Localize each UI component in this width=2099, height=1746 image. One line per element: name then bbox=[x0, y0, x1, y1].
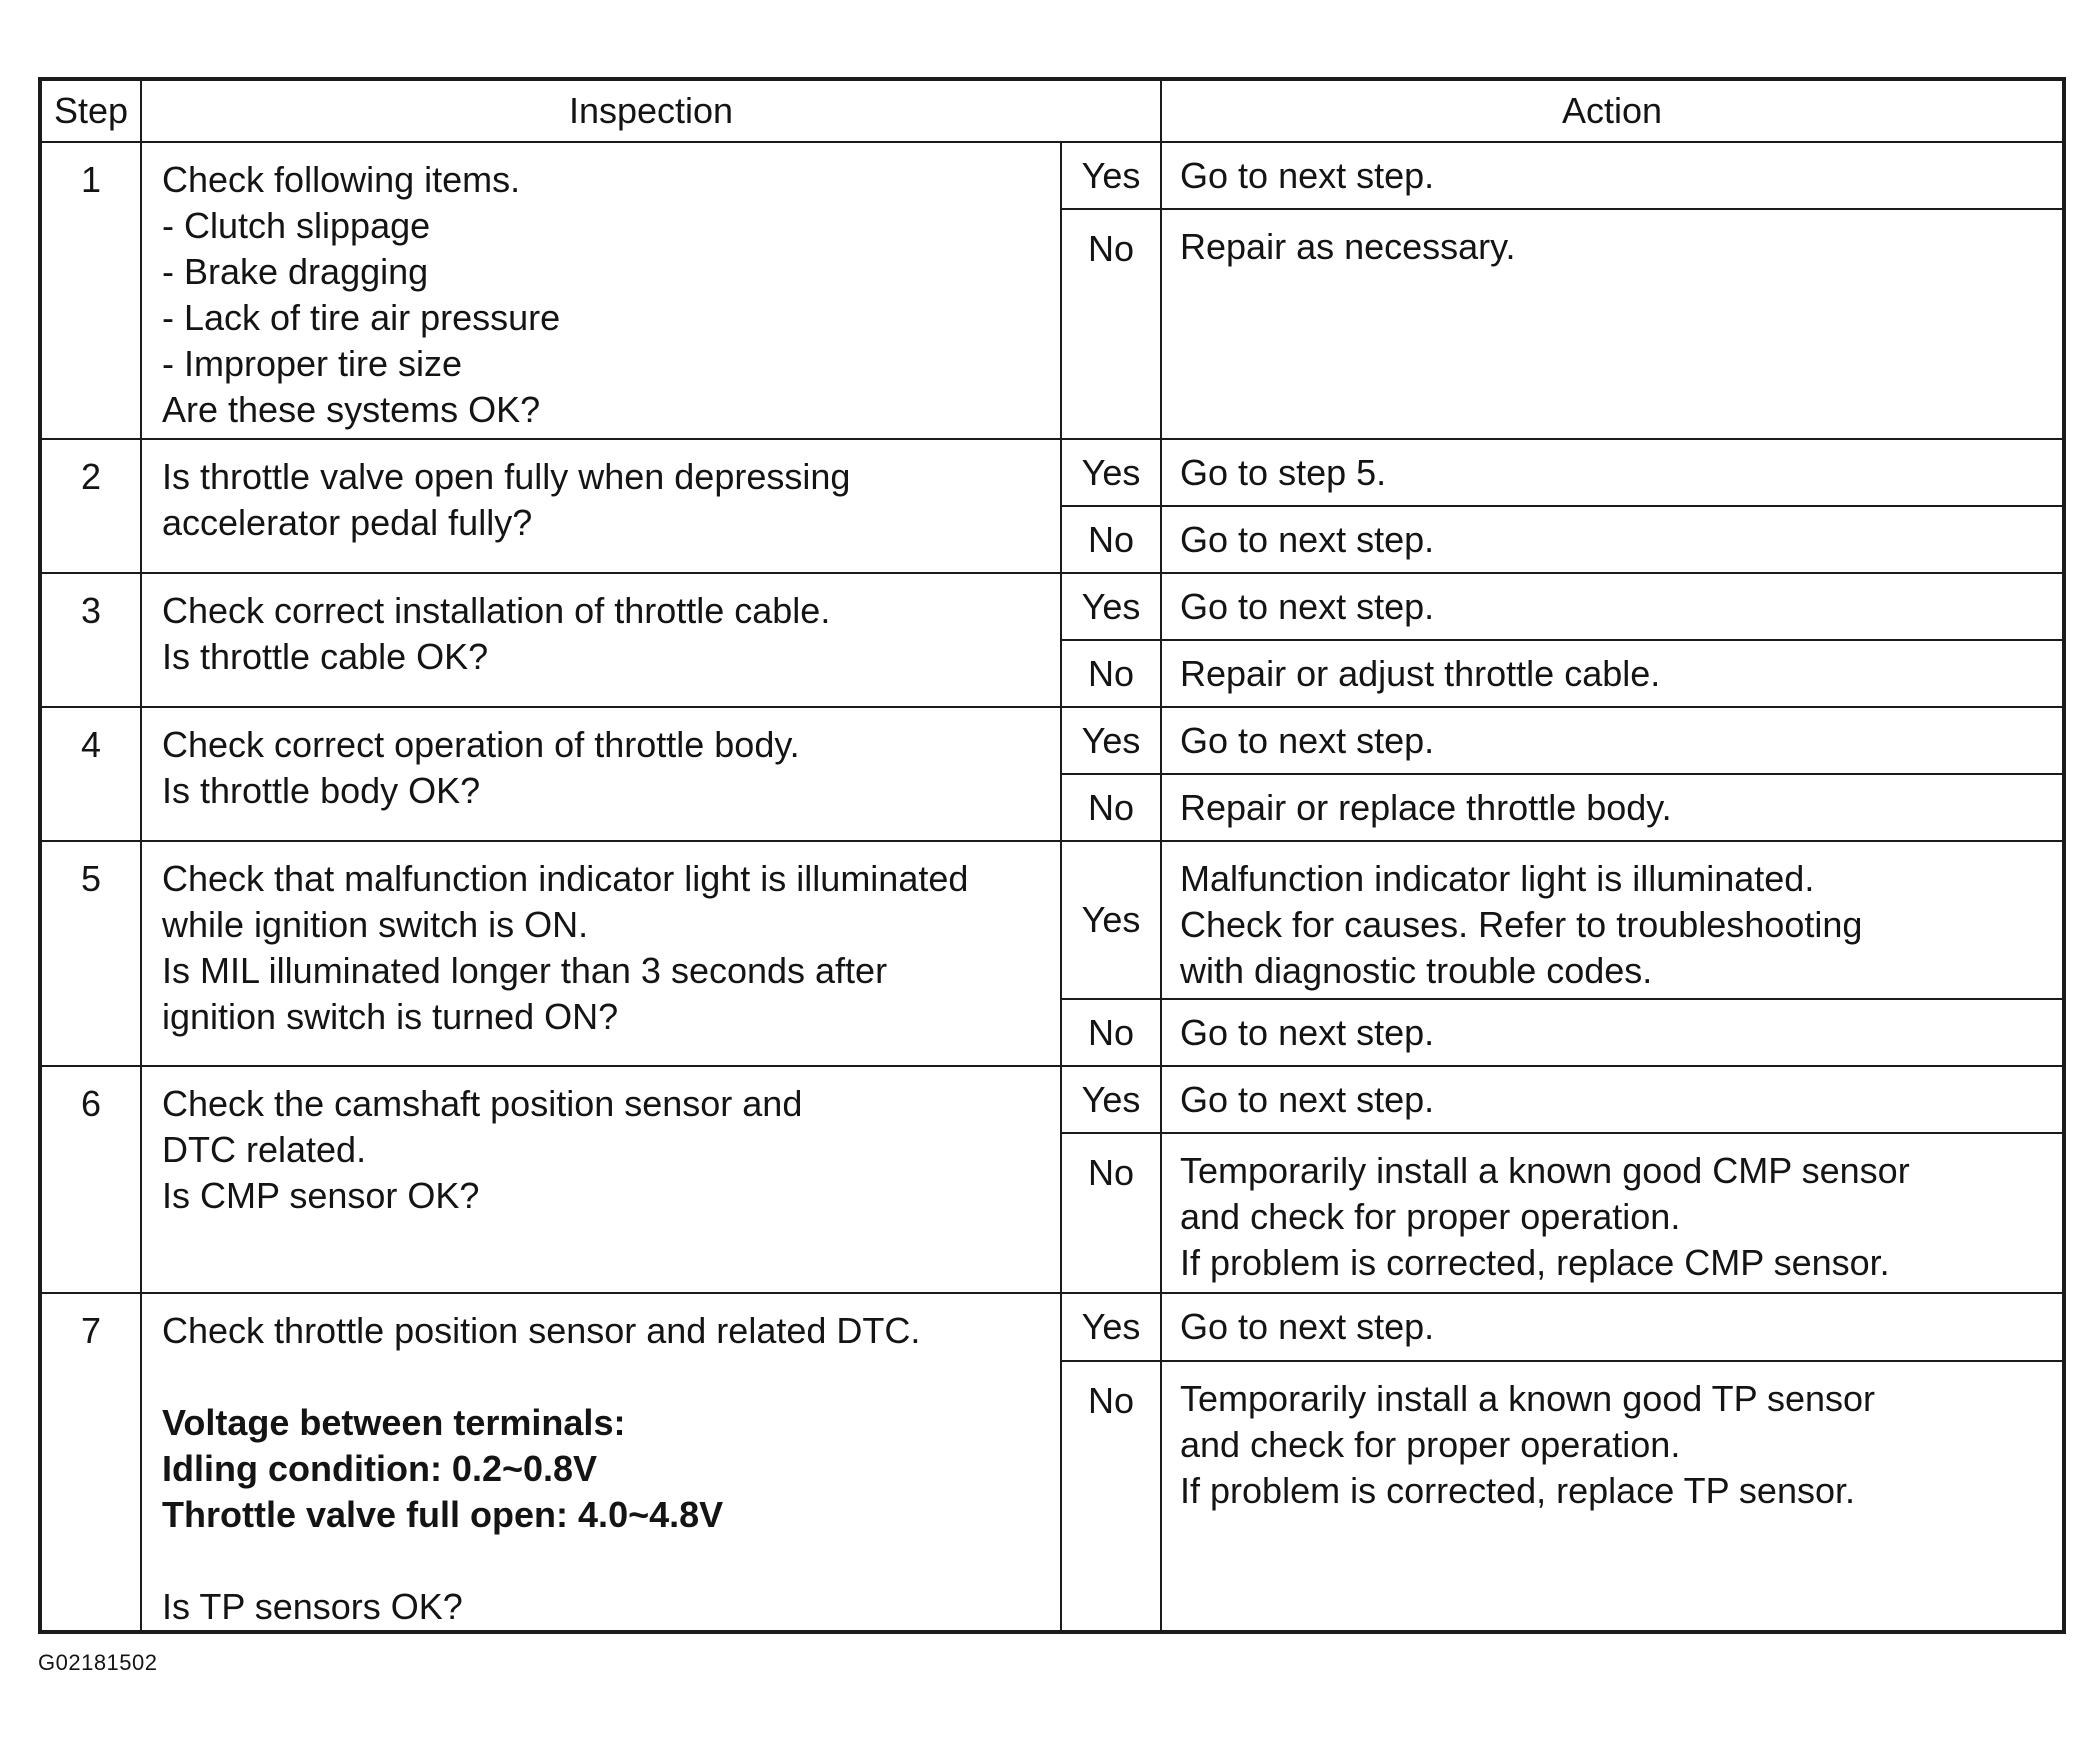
inspection-line: Check that malfunction indicator light is illuminated bbox=[162, 858, 969, 899]
inspection-line: Is MIL illuminated longer than 3 seconds after bbox=[162, 950, 888, 991]
action-line: Go to next step. bbox=[1180, 585, 1435, 627]
action-line: If problem is corrected, replace CMP sensor. bbox=[1180, 1242, 1890, 1283]
action-cell bbox=[1161, 1293, 2064, 1361]
inspection-line: Check the camshaft position sensor and bbox=[162, 1083, 803, 1124]
action-cell bbox=[1161, 573, 2064, 640]
action-cell bbox=[1161, 439, 2064, 506]
inspection-line: Is throttle valve open fully when depressing bbox=[162, 456, 851, 497]
yes-label: Yes bbox=[1061, 707, 1161, 774]
inspection-line: Are these systems OK? bbox=[162, 389, 541, 430]
action-cell bbox=[1161, 506, 2064, 573]
spec-line: Throttle valve full open: 4.0~4.8V bbox=[162, 1494, 724, 1535]
action-cell bbox=[1161, 142, 2064, 209]
inspection-line: Check correct installation of throttle cable. bbox=[162, 590, 831, 631]
yes-label: Yes bbox=[1061, 439, 1161, 506]
inspection-line: Check following items. bbox=[162, 159, 521, 200]
no-label: No bbox=[1061, 640, 1161, 707]
action-line: Malfunction indicator light is illuminated. bbox=[1180, 858, 1815, 899]
action-line: Go to next step. bbox=[1180, 518, 1435, 560]
spec-line: Voltage between terminals: bbox=[162, 1402, 626, 1443]
table-row bbox=[40, 841, 2064, 999]
action-cell bbox=[1161, 707, 2064, 774]
action-line: Go to next step. bbox=[1180, 1306, 1435, 1347]
inspection-line: Is CMP sensor OK? bbox=[162, 1175, 480, 1216]
action-cell bbox=[1161, 1361, 2064, 1632]
inspection-line: DTC related. bbox=[162, 1129, 367, 1170]
inspection-cell bbox=[141, 841, 1061, 1066]
spec-line: Idling condition: 0.2~0.8V bbox=[162, 1448, 598, 1489]
action-cell bbox=[1161, 640, 2064, 707]
inspection-cell bbox=[141, 707, 1061, 841]
header-inspection: Inspection bbox=[141, 79, 1161, 142]
figure-code: G02181502 bbox=[38, 1650, 158, 1675]
action-line: Repair as necessary. bbox=[1180, 226, 1516, 267]
step-number: 4 bbox=[40, 707, 141, 841]
diagnostic-table bbox=[38, 77, 2066, 1634]
action-line: Go to next step. bbox=[1180, 719, 1435, 761]
inspection-line: Is throttle cable OK? bbox=[162, 636, 489, 677]
action-line: and check for proper operation. bbox=[1180, 1424, 1681, 1465]
spacer bbox=[162, 1354, 1042, 1400]
action-line: Check for causes. Refer to troubleshooting bbox=[1180, 904, 1863, 945]
spacer bbox=[162, 1538, 1042, 1584]
table-row bbox=[40, 707, 2064, 774]
inspection-line: - Lack of tire air pressure bbox=[162, 297, 561, 338]
inspection-line: Check throttle position sensor and related DTC. bbox=[162, 1310, 921, 1351]
action-line: Temporarily install a known good CMP sensor bbox=[1180, 1150, 1910, 1191]
action-line: Go to next step. bbox=[1180, 1011, 1435, 1053]
yes-label: Yes bbox=[1061, 1293, 1161, 1361]
table-row bbox=[40, 142, 2064, 209]
no-label: No bbox=[1061, 774, 1161, 841]
step-number: 7 bbox=[40, 1293, 141, 1632]
inspection-line: accelerator pedal fully? bbox=[162, 502, 533, 543]
action-cell bbox=[1161, 209, 2064, 439]
no-label: No bbox=[1061, 506, 1161, 573]
step-number: 6 bbox=[40, 1066, 141, 1293]
step-number: 2 bbox=[40, 439, 141, 573]
table-row bbox=[40, 1293, 2064, 1361]
yes-label: Yes bbox=[1061, 142, 1161, 209]
header-step: Step bbox=[40, 79, 141, 142]
table-header-row bbox=[40, 79, 2064, 142]
inspection-cell bbox=[141, 1293, 1061, 1632]
action-line: Repair or replace throttle body. bbox=[1180, 786, 1672, 828]
inspection-line: Is throttle body OK? bbox=[162, 770, 481, 811]
inspection-cell bbox=[141, 142, 1061, 439]
no-label: No bbox=[1061, 1361, 1161, 1632]
step-number: 5 bbox=[40, 841, 141, 1066]
inspection-cell bbox=[141, 439, 1061, 573]
action-line: Go to next step. bbox=[1180, 154, 1435, 196]
inspection-line: Is TP sensors OK? bbox=[162, 1586, 463, 1627]
action-cell bbox=[1161, 1133, 2064, 1293]
action-line: and check for proper operation. bbox=[1180, 1196, 1681, 1237]
inspection-cell bbox=[141, 1066, 1061, 1293]
action-line: Repair or adjust throttle cable. bbox=[1180, 652, 1661, 694]
inspection-line: - Brake dragging bbox=[162, 251, 429, 292]
inspection-cell bbox=[141, 573, 1061, 707]
no-label: No bbox=[1061, 999, 1161, 1066]
action-line: with diagnostic trouble codes. bbox=[1180, 950, 1653, 991]
step-number: 3 bbox=[40, 573, 141, 707]
step-number: 1 bbox=[40, 142, 141, 439]
yes-label: Yes bbox=[1061, 1066, 1161, 1133]
table-row bbox=[40, 1066, 2064, 1133]
no-label: No bbox=[1061, 209, 1161, 439]
inspection-line: Check correct operation of throttle body. bbox=[162, 724, 800, 765]
header-action: Action bbox=[1161, 79, 2064, 142]
action-cell bbox=[1161, 774, 2064, 841]
action-line: Go to step 5. bbox=[1180, 451, 1387, 493]
table-row bbox=[40, 439, 2064, 506]
action-cell bbox=[1161, 841, 2064, 999]
action-cell bbox=[1161, 1066, 2064, 1133]
action-line: Temporarily install a known good TP sensor bbox=[1180, 1378, 1876, 1419]
action-line: If problem is corrected, replace TP sensor. bbox=[1180, 1470, 1855, 1511]
inspection-line: - Clutch slippage bbox=[162, 205, 431, 246]
inspection-line: while ignition switch is ON. bbox=[162, 904, 589, 945]
table-row bbox=[40, 573, 2064, 640]
yes-label: Yes bbox=[1061, 841, 1161, 999]
inspection-line: ignition switch is turned ON? bbox=[162, 996, 619, 1037]
action-cell bbox=[1161, 999, 2064, 1066]
no-label: No bbox=[1061, 1133, 1161, 1293]
inspection-line: - Improper tire size bbox=[162, 343, 463, 384]
action-line: Go to next step. bbox=[1180, 1078, 1435, 1120]
yes-label: Yes bbox=[1061, 573, 1161, 640]
